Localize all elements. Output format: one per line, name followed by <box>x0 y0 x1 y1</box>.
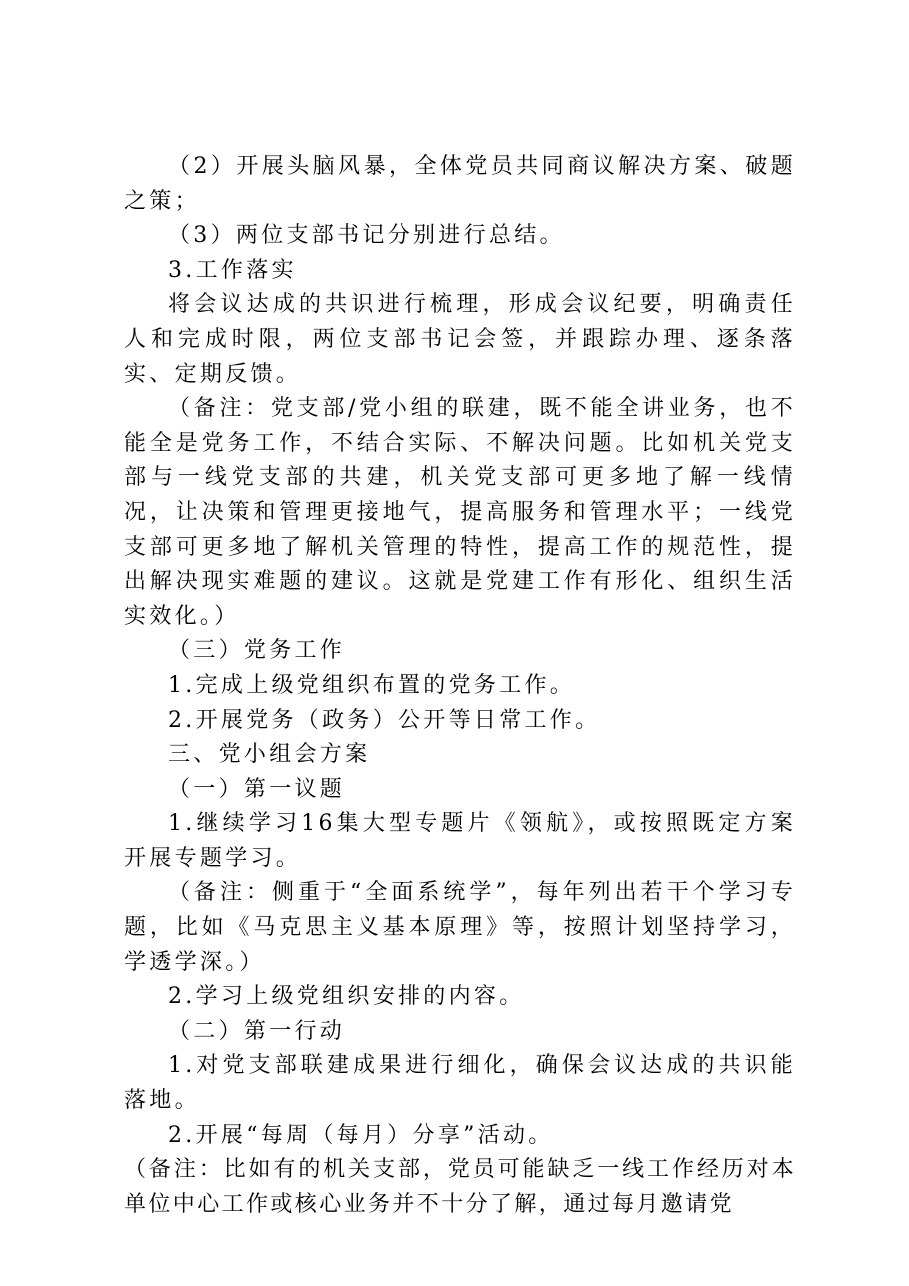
list-item-action-2: 2.开展“每周（每月）分享”活动。 <box>168 1122 554 1148</box>
list-item-topic-1: 1.继续学习16集大型专题片《领航》，或按照既定方案开展专题学习。 <box>124 811 796 871</box>
heading-first-action: （二）第一行动 <box>168 1018 346 1044</box>
note-sharing-activity: （备注：比如有的机关支部，党员可能缺乏一线工作经历对本单位中心工作或核心业务并不十分了解，通过每月邀请党 <box>124 1157 796 1217</box>
list-item-affairs-2: 2.开展党务（政务）公开等日常工作。 <box>168 707 601 733</box>
heading-work-implementation: 3.工作落实 <box>168 257 297 283</box>
paragraph-brainstorm: （2）开展头脑风暴，全体党员共同商议解决方案、破题之策； <box>124 154 796 214</box>
note-systematic-study: （备注：侧重于“全面系统学”，每年列出若干个学习专题，比如《马克思主义基本原理》等，按照计划坚持学习，学透学深。） <box>124 880 796 975</box>
heading-party-affairs: （三）党务工作 <box>168 638 346 664</box>
list-item-action-1: 1.对党支部联建成果进行细化，确保会议达成的共识能落地。 <box>124 1053 796 1114</box>
paragraph-meeting-minutes: 将会议达成的共识进行梳理，形成会议纪要，明确责任人和完成时限，两位支部书记会签，并跟踪办理、逐条落实、定期反馈。 <box>124 292 796 387</box>
list-item-topic-2: 2.学习上级党组织安排的内容。 <box>168 984 525 1010</box>
heading-group-meeting-plan: 三、党小组会方案 <box>168 742 371 768</box>
list-item-affairs-1: 1.完成上级党组织布置的党务工作。 <box>168 672 576 698</box>
document-body <box>124 150 796 1222</box>
paragraph-summary: （3）两位支部书记分别进行总结。 <box>168 223 565 249</box>
note-joint-construction: （备注：党支部/党小组的联建，既不能全讲业务，也不能全是党务工作，不结合实际、不解决问题。比如机关党支部与一线党支部的共建，机关党支部可更多地了解一线情况，让决策和管理更接地气，提高服务和管理水平；一线党支部可更多地了解机关管理的特性，提高工作的规范性，提出解决现实难题的建议。这就是党建工作有形化、组织生活实效化。） <box>124 396 796 629</box>
heading-first-topic: （一）第一议题 <box>168 776 346 802</box>
